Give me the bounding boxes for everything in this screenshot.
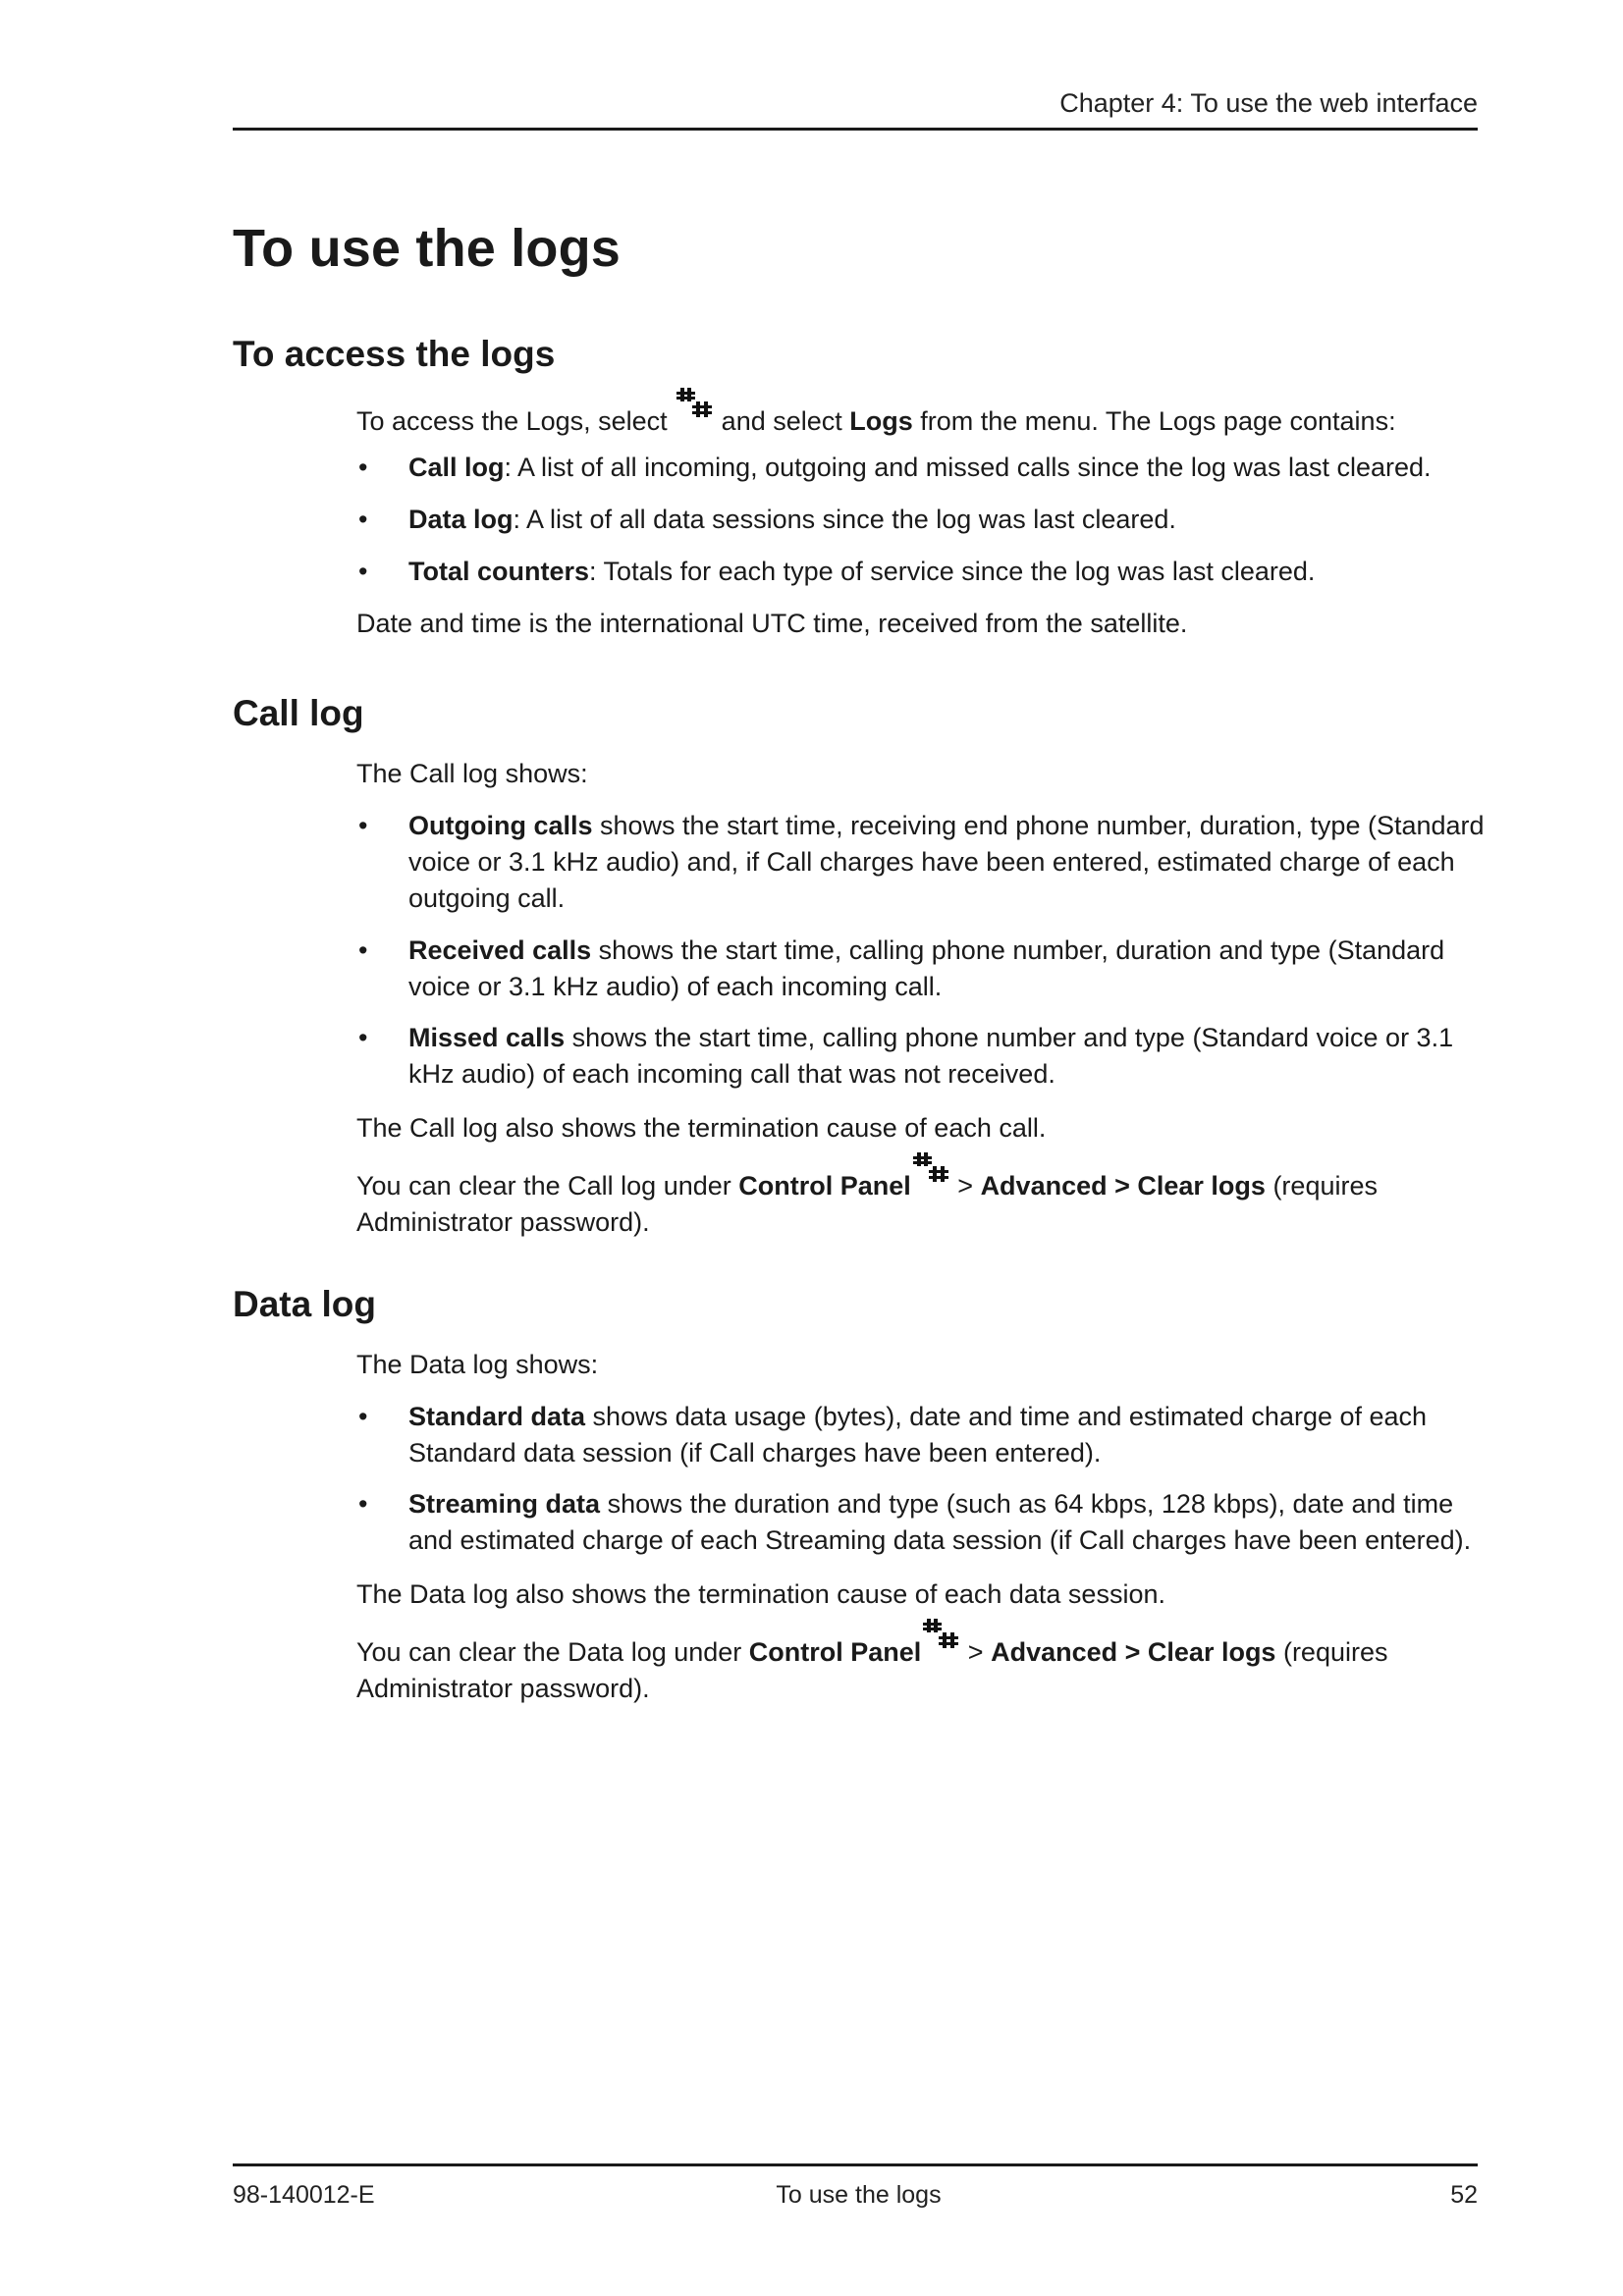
bullet-text: shows data usage (bytes), date and time and estimated charge of each Standard data session (if Call charges have been entered).	[408, 1402, 1428, 1468]
gear-icon	[913, 1162, 948, 1198]
data-log-intro: The Data log shows:	[356, 1350, 599, 1379]
footer-doc-number: 98-140012-E	[233, 2181, 375, 2209]
page-title: To use the logs	[233, 219, 622, 278]
bullet-term: Streaming data	[408, 1489, 601, 1519]
bullet-icon: •	[358, 557, 368, 586]
list-item	[356, 808, 1486, 917]
gear-icon	[676, 398, 712, 433]
data-log-termination: The Data log also shows the termination cause of each data session.	[356, 1579, 1165, 1609]
list-item	[356, 554, 1486, 590]
list-item	[356, 1399, 1486, 1471]
path-separator: >	[1107, 1171, 1138, 1201]
list-item	[356, 502, 1486, 538]
bullet-text: shows the duration and type (such as 64 kbps, 128 kbps), date and time and estimated charge of each Streaming data session (if Call charges have been entered).	[408, 1489, 1472, 1555]
bullet-icon: •	[358, 935, 368, 965]
data-log-clear	[356, 1629, 1486, 1707]
bullet-text: shows the start time, receiving end phone number, duration, type (Standard voice or 3.1 kHz audio) and, if Call charges have been entered, estimated charge of each outgoing call.	[408, 811, 1485, 913]
call-log-termination: The Call log also shows the termination cause of each call.	[356, 1113, 1047, 1143]
path-clear-logs: Clear logs	[1137, 1171, 1266, 1201]
header-rule	[233, 128, 1478, 131]
list-item	[356, 1020, 1486, 1093]
clear-text: You can clear the Data log under	[356, 1637, 749, 1667]
footer-rule	[233, 2163, 1478, 2166]
bullet-term: Data log	[408, 505, 514, 534]
bullet-text: : A list of all data sessions since the log was last cleared.	[513, 505, 1176, 534]
path-control-panel: Control Panel	[738, 1171, 911, 1201]
bullet-text: shows the start time, calling phone number and type (Standard voice or 3.1 kHz audio) of each incoming call that was not received.	[408, 1023, 1454, 1089]
access-intro-text: To access the Logs, select	[356, 406, 676, 436]
bullet-icon: •	[358, 505, 368, 534]
bullet-text: shows the start time, calling phone number, duration and type (Standard voice or 3.1 kHz audio) of each incoming call.	[408, 935, 1445, 1001]
utc-note: Date and time is the international UTC time, received from the satellite.	[356, 609, 1188, 638]
clear-text: (requires Administrator password).	[356, 1637, 1388, 1703]
bullet-icon: •	[358, 1023, 368, 1052]
bullet-icon: •	[358, 1489, 368, 1519]
bullet-term: Missed calls	[408, 1023, 566, 1052]
bullet-icon: •	[358, 1402, 368, 1431]
path-clear-logs: Clear logs	[1147, 1637, 1276, 1667]
bullet-term: Call log	[408, 453, 505, 482]
path-advanced: Advanced	[991, 1637, 1118, 1667]
heading-data-log: Data log	[233, 1284, 376, 1324]
access-intro-logs: Logs	[849, 406, 913, 436]
list-item	[356, 933, 1486, 1005]
clear-text: (requires Administrator password).	[356, 1171, 1378, 1237]
path-separator: >	[1117, 1637, 1148, 1667]
call-log-clear	[356, 1162, 1486, 1241]
running-header: Chapter 4: To use the web interface	[1059, 88, 1478, 118]
bullet-term: Received calls	[408, 935, 592, 965]
gear-icon	[923, 1629, 958, 1664]
access-intro-text: and select	[714, 406, 850, 436]
path-separator: >	[949, 1171, 981, 1201]
bullet-icon: •	[358, 453, 368, 482]
list-item	[356, 450, 1486, 486]
path-control-panel: Control Panel	[748, 1637, 922, 1667]
path-separator: >	[960, 1637, 992, 1667]
heading-access-logs: To access the logs	[233, 334, 556, 374]
list-item	[356, 1486, 1486, 1559]
bullet-icon: •	[358, 811, 368, 840]
call-log-intro: The Call log shows:	[356, 759, 588, 788]
bullet-term: Total counters	[408, 557, 590, 586]
bullet-text: : Totals for each type of service since the log was last cleared.	[589, 557, 1316, 586]
clear-text: You can clear the Call log under	[356, 1171, 739, 1201]
heading-call-log: Call log	[233, 693, 364, 733]
footer-section-title: To use the logs	[776, 2181, 942, 2209]
bullet-term: Outgoing calls	[408, 811, 593, 840]
access-intro	[356, 398, 1486, 440]
bullet-term: Standard data	[408, 1402, 586, 1431]
bullet-text: : A list of all incoming, outgoing and missed calls since the log was last cleared.	[504, 453, 1432, 482]
access-intro-text: from the menu. The Logs page contains:	[912, 406, 1396, 436]
footer-page-number: 52	[1450, 2181, 1478, 2209]
path-advanced: Advanced	[980, 1171, 1108, 1201]
